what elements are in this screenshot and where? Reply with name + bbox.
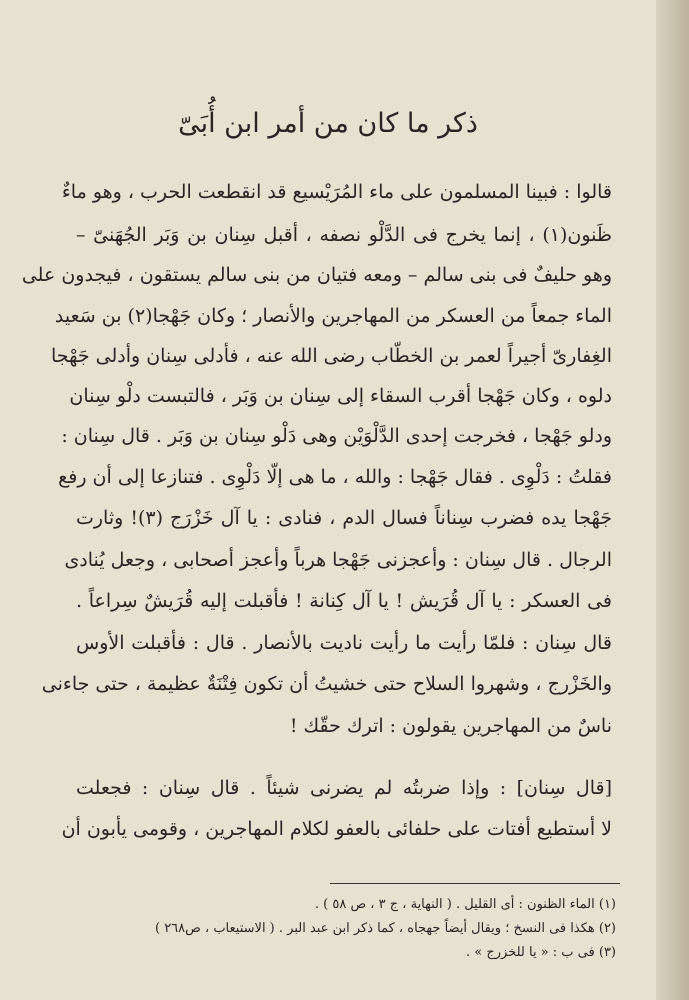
footnote-divider [330, 883, 620, 884]
chapter-title: ذكر ما كان من أمر ابن أُبَىّ [178, 108, 478, 139]
page-edge [656, 0, 689, 1000]
text-line: جَهْجا يده فضرب سِناناً فسال الدم ، فنادى : يا آل خَزْرَج (٣)! وثارت [76, 507, 613, 529]
text-line: والخَزْرج ، وشهروا السلاح حتى خشيتُ أن تكون فِتْنَةٌ عظيمة ، حتى جاءنى [41, 673, 612, 695]
text-line: الرجال . قال سِنان : وأعجزنى جَهْجا هرباً وأعجز أصحابى ، وجعل يُنادى [64, 549, 612, 571]
text-line: ظَنون(١) ، إنما يخرج فى الدَّلْو نصفه ، أقبل سِنان بن وَبَر الجُهَنىّ – [76, 224, 612, 246]
text-line: الماء جمعاً من العسكر من المهاجرين والأنصار ؛ وكان جَهْجا(٢) بن سَعيد [54, 305, 612, 327]
text-line: [قال سِنان] : وإذا ضربتُه لم يضرنى شيئاً . قال سِنان : فجعلت [76, 777, 612, 799]
text-line: فقلتُ : دَلْوِى . فقال جَهْجا : والله ، ما هى إلّا دَلْوِى . فتنازعا إلى أن رفع [58, 466, 612, 488]
text-line: الغِفارىّ أجيراً لعمر بن الخطّاب رضى الله عنه ، فأدلى سِنان وأدلى جَهْجا [51, 345, 612, 367]
text-line: لا أستطيع أفتات على حلفائى بالعفو لكلام المهاجرين ، وقومى يأبون أن [61, 818, 612, 840]
text-line: قالوا : فبينا المسلمون على ماء المُرَيْسيع قد انقطعت الحرب ، وهو ماءٌ [61, 181, 612, 203]
text-line: ناسٌ من المهاجرين يقولون : اترك حقّك ! [289, 715, 612, 737]
text-line: ودلو جَهْجا ، فخرجت إحدى الدَّلْوَيْن وهى دَلْو سِنان بن وَبَر . قال سِنان : [61, 425, 612, 447]
text-line: فى العسكر : يا آل قُرَيش ! يا آل كِنانة ! فأقبلت إليه قُرَيشٌ سِراعاً . [76, 590, 612, 612]
text-line: دلوه ، وكان جَهْجا أقرب السقاء إلى سِنان بن وَبَر ، فالتبست دلْو سِنان [69, 385, 612, 407]
text-line: وهو حليفٌ فى بنى سالم – ومعه فتيان من بنى سالم يستقون ، فيجدون على [21, 264, 612, 286]
footnote: (١) الماء الظنون : أى القليل . ( النهاية ، ج ٣ ، ص ٥٨ ) . [314, 897, 616, 912]
text-line: قال سِنان : فلمّا رأيت ما رأيت ناديت بالأنصار . قال : فأقبلت الأوس [76, 632, 612, 654]
footnote: (٢) هكذا فى النسخ ؛ ويقال أيضاً جهجاه ، كما ذكر ابن عبد البر . ( الاستيعاب ، ص٢٦٨ ) [154, 921, 616, 936]
footnote: (٣) فى ب : « يا للخزرج » . [466, 945, 616, 960]
